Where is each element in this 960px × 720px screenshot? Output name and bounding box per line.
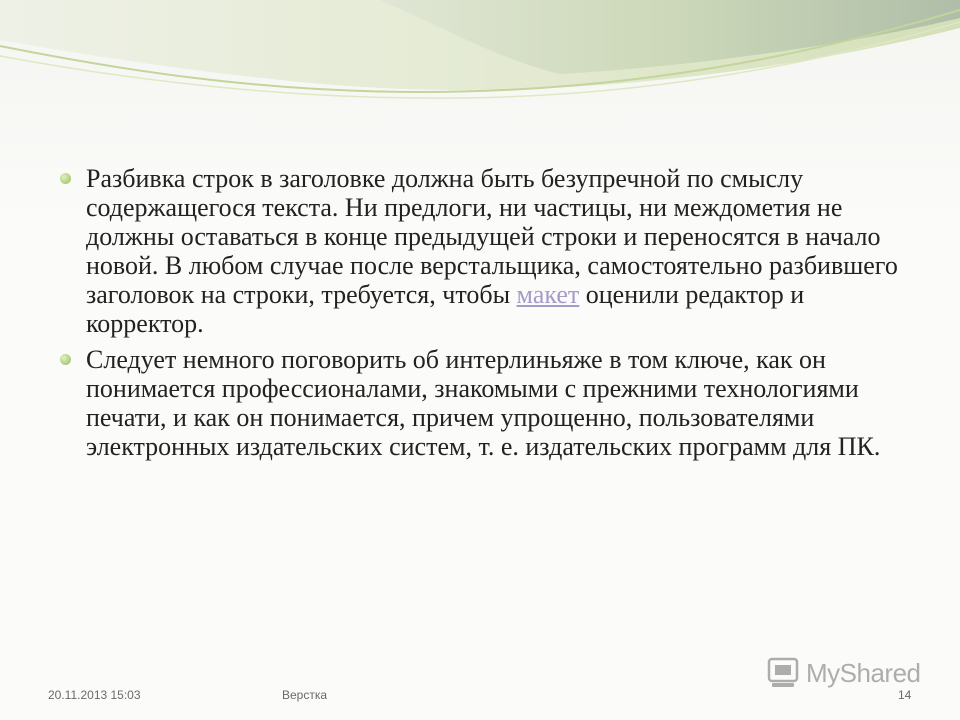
footer-date: 20.11.2013 15:03 — [48, 688, 141, 702]
bullet-list — [86, 164, 906, 461]
slide-content — [86, 164, 906, 468]
bullet-dot-icon — [60, 354, 71, 365]
myshared-logo-icon — [766, 656, 800, 690]
bullet-text-1-part-b: оценили редактор и корректор. — [86, 280, 805, 338]
watermark-text: MyShared — [806, 657, 921, 688]
bullet-text-2: Следует немного поговорить об интерлиньяже в том ключе, как он понимается профессионалами, знакомыми с прежними технологиями печати, и как он понимается, причем упрощенно, пользователями электронных издательских систем, т. е. издательских программ для ПК. — [86, 345, 881, 461]
bullet-text-1-part-a: Разбивка строк в заголовке должна быть безупречной по смыслу содержащегося текста. Ни предлоги, ни частицы, ни междометия не должны оставаться в конце предыдущей строки и переносятся в начало новой. В любом случае после верстальщика, самостоятельно разбившего заголовок на строки, требуется, чтобы — [86, 164, 898, 309]
bullet-item-2 — [86, 345, 906, 461]
header-wave-decoration — [0, 0, 960, 140]
myshared-watermark — [766, 656, 921, 690]
bullet-dot-icon — [60, 173, 71, 184]
maket-link[interactable]: макет — [516, 280, 580, 309]
footer-title: Верстка — [282, 688, 328, 702]
footer-page-number: 14 — [898, 688, 912, 702]
bullet-item-1 — [86, 164, 906, 338]
